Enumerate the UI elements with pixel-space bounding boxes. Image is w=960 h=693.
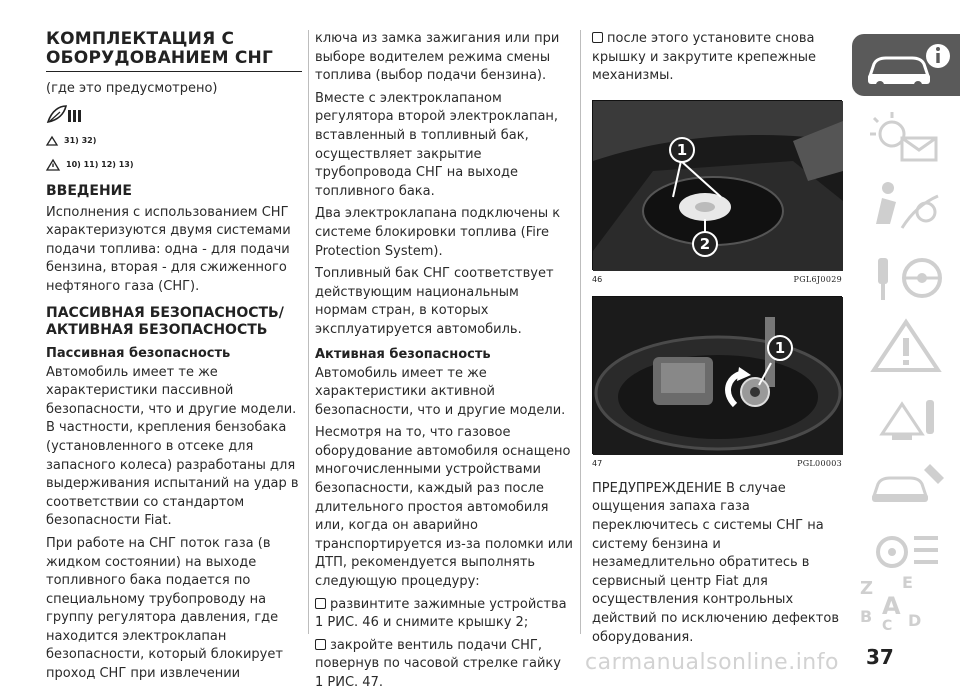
callout-1: 1 bbox=[767, 335, 793, 361]
environment-icon-row bbox=[46, 103, 302, 127]
figure-number: 46 bbox=[592, 274, 603, 284]
tank-text: Топливный бак СНГ соответствует действующим национальным нормам стран, в которых эксплуатируется автомобиль. bbox=[315, 266, 554, 337]
procedure-step-2 bbox=[315, 637, 573, 693]
index-letter: A bbox=[882, 592, 901, 620]
eco-leaf-icon bbox=[46, 104, 82, 126]
car-info-icon bbox=[852, 34, 960, 96]
index-letter: D bbox=[908, 611, 922, 630]
alphabet-index-icon bbox=[852, 570, 960, 632]
index-letter: E bbox=[902, 573, 913, 592]
warning-reference-row bbox=[46, 155, 302, 175]
step-2-text: закройте вентиль подачи СНГ, повернув по часовой стрелке гайку 1 РИС. 47. bbox=[315, 637, 561, 690]
index-letter: Z bbox=[860, 578, 874, 599]
index-letter: C bbox=[882, 618, 893, 634]
note-reference-row bbox=[46, 131, 302, 151]
title-line-2: ОБОРУДОВАНИЕМ СНГ bbox=[46, 48, 273, 68]
procedure-step-1 bbox=[315, 596, 573, 633]
intro-text: Исполнения с использованием СНГ характеризуются двумя системами подачи топлива: одна - для подачи бензина, вторая - для сжиженного нефтяного газа (СНГ). bbox=[46, 204, 291, 294]
chapter-tab[interactable] bbox=[852, 104, 960, 172]
note-refs: 31) 32) bbox=[64, 136, 97, 146]
step-3-text: после этого установите снова крышку и закрутите крепежные механизмы. bbox=[592, 31, 816, 84]
step-1-text: развинтите зажимные устройства 1 РИС. 46 и снимите крышку 2; bbox=[315, 596, 567, 631]
figure-47-image bbox=[592, 296, 842, 454]
operation-text: При работе на СНГ поток газа (в жидком состоянии) на выходе топливного бака подается по специальному трубопроводу на группу регулятора давления, где находится электроклапан безопасности, который блокирует проход СНГ при извлечении bbox=[46, 535, 283, 682]
valve-text: Вместе с электроклапаном регулятора второй электроклапан, вставленный в топливный бак, осуществляет закрытие трубопровода СНГ на выходе топливного бака. bbox=[315, 90, 559, 199]
seat-airbag-icon bbox=[852, 172, 960, 240]
checkbox-icon bbox=[315, 598, 326, 609]
column-2 bbox=[315, 30, 573, 693]
fire-protection-text: Два электроклапана подключены к системе блокировки топлива (Fire Protection System). bbox=[315, 206, 561, 259]
page-number: 37 bbox=[866, 645, 894, 669]
passive-text: Автомобиль имеет те же характеристики пассивной безопасности, что и другие модели. В частности, крепления бензобака (установленного в отсеке для запасного колеса) разработаны для выдерживания испытаний на удар в соответствии со стандартом безопасности Fiat. bbox=[46, 364, 299, 529]
warning-text: ПРЕДУПРЕЖДЕНИЕ В случае ощущения запаха газа переключитесь с системы СНГ на систему бензина и незамедлительно обратитесь в сервисный центр Fiat для осуществления контрольных действий по исключению дефектов оборудования. bbox=[592, 480, 839, 645]
wrench-car-icon bbox=[852, 450, 960, 518]
safety-heading bbox=[46, 305, 302, 339]
chapter-tab[interactable] bbox=[852, 244, 960, 312]
index-letter: B bbox=[860, 607, 873, 626]
road-warning-icon bbox=[852, 314, 960, 382]
active-text: Автомобиль имеет те же характеристики активной безопасности, что и другие модели. bbox=[315, 365, 566, 418]
figure-46-image bbox=[592, 100, 842, 270]
book-icon bbox=[46, 135, 58, 147]
passive-heading: Пассивная безопасность bbox=[46, 345, 231, 361]
checkbox-icon bbox=[592, 32, 603, 43]
chapter-tab[interactable] bbox=[852, 570, 960, 632]
figure-code: PGL6J0029 bbox=[793, 274, 842, 284]
watermark: carmanualsonline.info bbox=[585, 650, 839, 675]
title-line-1: КОМПЛЕКТАЦИЯ С bbox=[46, 29, 235, 49]
warning-lights-icon bbox=[852, 104, 960, 172]
checkbox-icon bbox=[315, 639, 326, 650]
column-divider bbox=[308, 30, 309, 634]
procedure-step-3 bbox=[592, 30, 842, 86]
safety-heading-line-1: ПАССИВНАЯ БЕЗОПАСНОСТЬ/ bbox=[46, 304, 284, 321]
column-3 bbox=[592, 30, 842, 647]
chapter-tab[interactable] bbox=[852, 172, 960, 240]
figure-code: PGL00003 bbox=[797, 458, 842, 468]
callout-1: 1 bbox=[669, 137, 695, 163]
figure-47-caption bbox=[592, 458, 842, 470]
subtitle: (где это предусмотрено) bbox=[46, 81, 218, 96]
chapter-tab[interactable] bbox=[852, 314, 960, 382]
active-heading: Активная безопасность bbox=[315, 346, 491, 362]
warning-refs: 10) 11) 12) 13) bbox=[66, 160, 134, 170]
chapter-tab[interactable] bbox=[852, 450, 960, 518]
key-steering-icon bbox=[852, 244, 960, 312]
column-divider bbox=[580, 30, 581, 634]
warning-triangle-icon bbox=[46, 159, 60, 171]
gas-valve-photo bbox=[593, 297, 843, 455]
callout-2: 2 bbox=[692, 231, 718, 257]
figure-46-caption bbox=[592, 274, 842, 286]
chapter-tab-active[interactable] bbox=[852, 34, 960, 96]
jack-tools-icon bbox=[852, 384, 960, 452]
continued-text: ключа из замка зажигания или при выборе водителем режима смены топлива (выбор подачи бензина). bbox=[315, 31, 560, 84]
safety-heading-line-2: АКТИВНАЯ БЕЗОПАСНОСТЬ bbox=[46, 321, 268, 338]
figure-number: 47 bbox=[592, 458, 603, 468]
column-1 bbox=[46, 30, 302, 684]
procedure-text: Несмотря на то, что газовое оборудование автомобиля оснащено многочисленными устройствами безопасности, каждый раз после длительного простоя автомобиля или, когда он аварийно транспортируется из-за поломки или ДТП, рекомендуется выполнять следующую процедуру: bbox=[315, 425, 574, 590]
section-title bbox=[46, 30, 302, 72]
trunk-cover-photo bbox=[593, 101, 843, 271]
intro-heading: ВВЕДЕНИЕ bbox=[46, 182, 132, 199]
chapter-tab[interactable] bbox=[852, 384, 960, 452]
